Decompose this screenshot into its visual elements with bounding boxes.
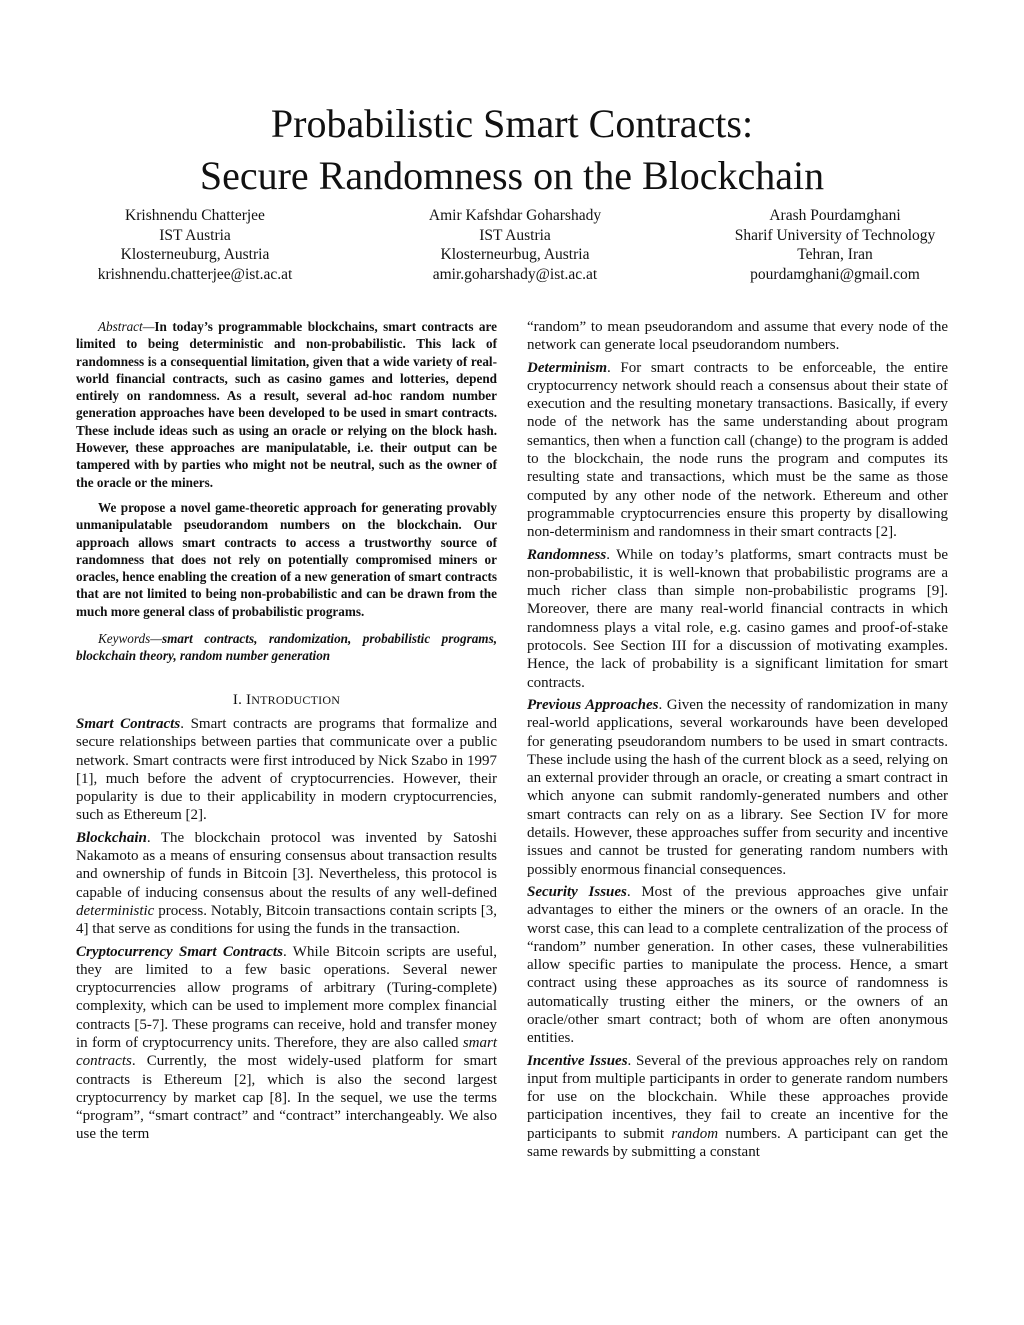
paragraph-incentive-issues <box>527 1052 948 1162</box>
author-affiliation: Sharif University of Technology <box>734 226 936 244</box>
paragraph-text: . While on today’s platforms, smart contracts must be non-probabilistic, it is well-known that probabilistic programs are a much richer class than simple non-probabilistic programs [9]. Moreover, there are many real-world financial contracts in which randomness plays a vital role, e.g. casino games and proof-of-stake protocols. See Section III for a discussion of motivating examples. Hence, the lack of probability is a significant limitation for smart contracts. <box>527 546 948 691</box>
abstract-text-1: In today’s programmable blockchains, smart contracts are limited to being deterministic and non-probabilistic. This lack of randomness is a consequential limitation, given that a wide variety of real-world financial contracts, such as casino games and lotteries, depend entirely on randomness. As a result, several ad-hoc random number generation approaches have been developed to be used in smart contracts. These include ideas such as using an oracle or relying on the block hash. However, these approaches are manipulatable, i.e. their output can be tampered with by parties who might not be neutral, such as the owner of the oracle or the miners. <box>76 319 497 490</box>
author-location: Klosterneuburg, Austria <box>120 246 270 264</box>
keywords <box>76 630 497 665</box>
title-line-2: Secure Randomness on the Blockchain <box>199 153 825 198</box>
paragraph-heading: Blockchain <box>76 829 147 846</box>
paragraph-heading: Previous Approaches <box>527 696 659 713</box>
author-location: Tehran, Iran <box>797 246 873 264</box>
author-email: pourdamghani@gmail.com <box>750 265 920 283</box>
paragraph-text: . Several of the previous approaches rely on random input from multiple participants in order to generate random numbers for use on the blockchain. While these approaches provide participation incentives, they fail to create an incentive for the participants to submit <box>527 1052 948 1142</box>
paragraph-text: . For smart contracts to be enforceable, the entire cryptocurrency network should reach a consensus about their state of execution and the resulting monetary transactions. Basically, if every node of the network has the same understanding about program semantics, then when a function call (change) to the program is added to the blockchain, the node runs the program and computes its resulting state and transactions, which must be the same as those computed by any other node of the network. Ethereum and other programmable cryptocurrencies ensure this property by disallowing non-determinism and randomness in their smart contracts [2]. <box>527 359 948 541</box>
abstract-paragraph-1 <box>76 318 497 491</box>
author-name: Arash Pourdamghani <box>769 207 901 224</box>
author-email: amir.goharshady@ist.ac.at <box>432 265 598 283</box>
keywords-text: smart contracts, randomization, probabilistic programs, blockchain theory, random number generation <box>76 631 497 664</box>
paragraph-heading: Determinism <box>527 359 608 376</box>
right-column <box>527 318 948 1165</box>
section-heading-introduction <box>76 691 497 709</box>
paragraph-smart-contracts <box>76 715 497 825</box>
paragraph-previous-approaches <box>527 696 948 879</box>
paragraph-randomness <box>527 546 948 692</box>
paragraph-text: numbers. A participant can get the same rewards by submitting a constant <box>527 1125 948 1161</box>
paragraph-heading: Cryptocurrency Smart Contracts <box>76 943 283 960</box>
paragraph-text: . While Bitcoin scripts are useful, they are limited to a few basic operations. Several newer cryptocurrencies allow programs of arbitrary (Turing-complete) complexity, which can be used to implement more complex financial contracts [5-7]. These programs can receive, hold and transfer money in form of cryptocurrency units. Therefore, they are also called <box>76 943 497 1051</box>
section-title-rest: NTRODUCTION <box>251 692 341 707</box>
title-line-1: Probabilistic Smart Contracts: <box>270 101 754 146</box>
paragraph-security-issues <box>527 883 948 1048</box>
author-3 <box>700 206 970 284</box>
author-location: Klosterneurbug, Austria <box>440 246 590 264</box>
paragraph-text: process. Notably, Bitcoin transactions contain scripts [3, 4] that serve as conditions for using the funds in the transaction. <box>76 902 497 938</box>
paragraph-text: . Currently, the most widely-used platform for smart contracts is Ethereum [2], which is also the second largest cryptocurrency by market cap [8]. In the sequel, we use the terms “program”, “smart contract” and “contract” interchangeably. We also use the term <box>76 1053 497 1143</box>
author-affiliation: IST Austria <box>159 226 231 244</box>
abstract <box>76 318 497 620</box>
paragraph-heading: Smart Contracts <box>76 715 181 732</box>
author-affiliation: IST Austria <box>479 226 551 244</box>
paragraph-text: . Most of the previous approaches give unfair advantages to either the miners or the owners of an oracle. In the worst case, this can lead to a complete centralization of the process of “random” number generation. In other cases, these vulnerabilities allow specific parties to manipulate the process. Hence, a smart contract using these approaches as its source of randomness is automatically trusting either the miners, or the owners of an oracle/other smart contract; both of whom are often anonymous entities. <box>527 883 948 1047</box>
paragraph-blockchain <box>76 829 497 939</box>
abstract-paragraph-2: We propose a novel game-theoretic approach for generating provably unmanipulatable pseudorandom numbers on the blockchain. Our approach allows smart contracts to access a trustworthy source of randomness that does not rely on potentially compromised miners or oracles, hence enabling the creation of a new generation of smart contracts that are not limited to being non-probabilistic and can be drawn from the much more general class of probabilistic programs. <box>76 499 497 619</box>
paragraph-heading: Incentive Issues <box>527 1052 628 1069</box>
author-block <box>60 206 970 284</box>
abstract-label: Abstract— <box>98 319 155 334</box>
left-column <box>76 318 497 1148</box>
paragraph-continuation: “random” to mean pseudorandom and assume that every node of the network can generate local pseudorandom numbers. <box>527 319 948 354</box>
paper-title <box>0 98 1024 202</box>
author-email: krishnendu.chatterjee@ist.ac.at <box>97 265 293 283</box>
paragraph-text: . The blockchain protocol was invented by Satoshi Nakamoto as a means of ensuring consensus about transaction results and ownership of funds in Bitcoin [3]. Nevertheless, this protocol is capable of inducing consensus about the results of any well-defined <box>76 829 497 901</box>
author-name: Amir Kafshdar Goharshady <box>428 207 602 224</box>
emphasis-term: smart contracts <box>76 1034 497 1070</box>
section-first-letter: I <box>246 691 252 708</box>
paragraph-heading: Randomness <box>527 546 607 563</box>
author-name: Krishnendu Chatterjee <box>125 207 265 224</box>
paragraph-heading: Security Issues <box>527 883 627 900</box>
paragraph-determinism <box>527 359 948 542</box>
emphasis-term: deterministic <box>76 902 155 919</box>
author-2 <box>380 206 650 284</box>
paragraph-cryptocurrency-smart-contracts <box>76 943 497 1144</box>
paragraph-text: . Given the necessity of randomization in many real-world applications, several workarounds have been developed for generating pseudorandom numbers to be used in smart contracts. These include using the hash of the current block as a seed, relying on an external provider through an oracle, or creating a smart contract in which anyone can submit randomly-generated numbers and other smart contracts can rely on as a library. See Section IV for more details. However, these approaches suffer from security and incentive issues and cannot be trusted for generating random numbers with possibly enormous financial consequences. <box>527 696 948 878</box>
paragraph-text: . Smart contracts are programs that formalize and secure relationships between parties that communicate over a public network. Smart contracts were first introduced by Nick Szabo in 1997 [1], much before the advent of cryptocurrencies. However, their popularity is due to their applicability in modern cryptocurrencies, such as Ethereum [2]. <box>76 715 497 824</box>
section-number: I. <box>232 691 243 708</box>
keywords-label: Keywords— <box>98 631 162 647</box>
author-1 <box>60 206 330 284</box>
emphasis-term: random <box>671 1125 719 1142</box>
